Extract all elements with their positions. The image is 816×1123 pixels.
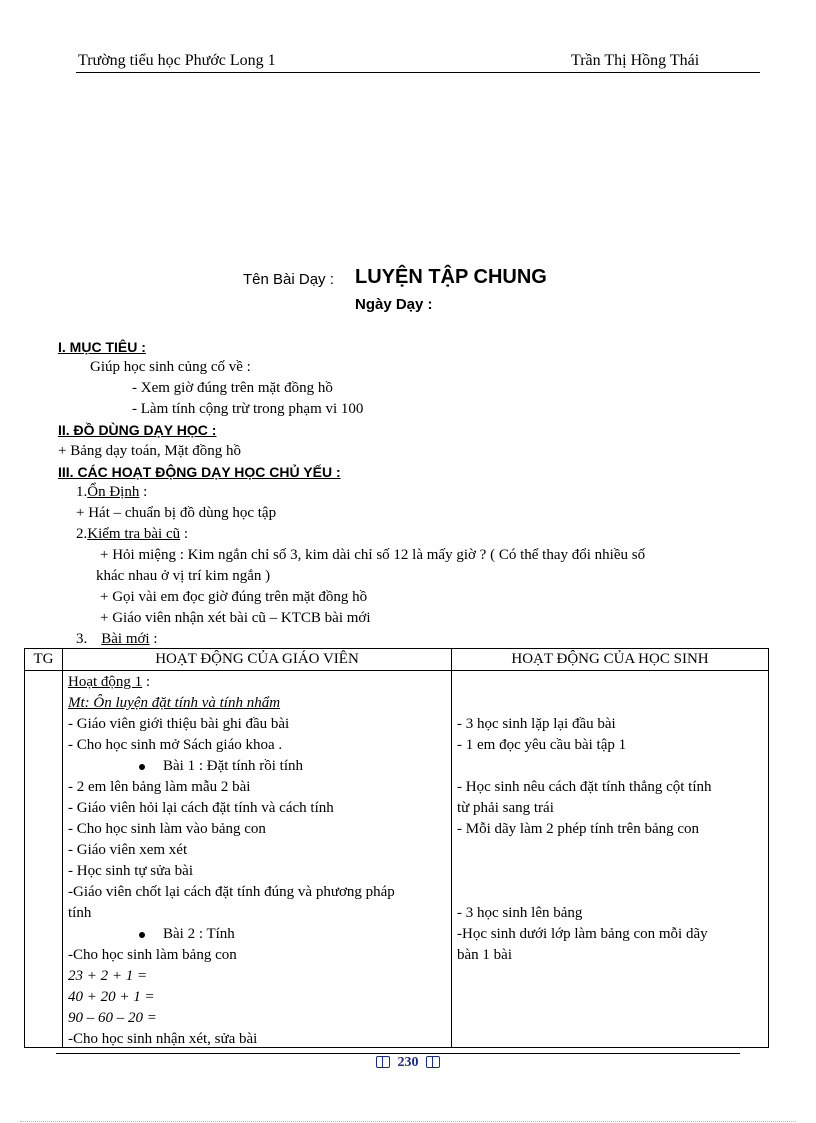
activity-title: Hoạt động 1 bbox=[68, 674, 143, 690]
teacher-step: - Cho học sinh mở Sách giáo khoa . bbox=[68, 737, 283, 753]
teacher-step: - Giáo viên hỏi lại cách đặt tính và cách tính bbox=[68, 800, 334, 816]
time-cell bbox=[25, 671, 63, 1048]
step-title: Ổn Định bbox=[87, 484, 140, 500]
teacher-step: -Giáo viên chốt lại cách đặt tính đúng và phương pháp bbox=[68, 884, 395, 900]
math-expression: 90 – 60 – 20 = bbox=[68, 1010, 157, 1026]
student-step: từ phải sang trái bbox=[457, 800, 554, 816]
student-step: - 3 học sinh lặp lại đầu bài bbox=[457, 716, 616, 732]
student-step: - Mỗi dãy làm 2 phép tính trên bảng con bbox=[457, 821, 700, 837]
step-number: 1. bbox=[76, 484, 88, 500]
header-teacher: Trần Thị Hồng Thái bbox=[571, 52, 700, 69]
teacher-step: -Cho học sinh làm bảng con bbox=[68, 947, 237, 963]
lesson-name: LUYỆN TẬP CHUNG bbox=[355, 266, 547, 288]
student-step: - 1 em đọc yêu cầu bài tập 1 bbox=[457, 737, 627, 753]
book-icon bbox=[376, 1056, 390, 1067]
step-title: Bài mới bbox=[101, 631, 150, 647]
book-icon bbox=[426, 1056, 440, 1067]
exercise-label: Bài 1 : Đặt tính rồi tính bbox=[163, 758, 303, 774]
section-materials-title: II. ĐỒ DÙNG DẠY HỌC : bbox=[58, 422, 217, 438]
math-expression: 23 + 2 + 1 = bbox=[68, 968, 148, 984]
math-expression: 40 + 20 + 1 = bbox=[68, 989, 155, 1005]
lesson-date-label: Ngày Dạy : bbox=[355, 296, 433, 313]
student-step: - Học sinh nêu cách đặt tính thẳng cột tính bbox=[457, 779, 712, 795]
review-line: + Hỏi miệng : Kim ngắn chỉ số 3, kim dài chỉ số 12 là mấy giờ ? ( Có thể thay đổi nhiều số bbox=[100, 547, 646, 563]
section-objectives-title: I. MỤC TIÊU : bbox=[58, 339, 146, 355]
section-activities-title: III. CÁC HOẠT ĐỘNG DẠY HỌC CHỦ YẾU : bbox=[58, 464, 341, 480]
header-time: TG bbox=[25, 649, 63, 671]
teacher-cell bbox=[63, 671, 452, 1048]
step-stabilize bbox=[76, 484, 147, 501]
footer-divider bbox=[56, 1053, 740, 1054]
student-step: bàn 1 bài bbox=[457, 947, 512, 963]
step-title: Kiểm tra bài cũ bbox=[87, 526, 181, 542]
exercise-1 bbox=[139, 758, 303, 775]
objective-item: - Xem giờ đúng trên mặt đồng hồ bbox=[132, 380, 333, 396]
activity-objective: Mt: Ôn luyện đặt tính và tính nhẩm bbox=[68, 695, 281, 711]
student-step: -Học sinh dưới lớp làm bảng con mỗi dãy bbox=[457, 926, 708, 942]
page-footer bbox=[0, 1055, 816, 1071]
teacher-step: - Cho học sinh làm vào bảng con bbox=[68, 821, 266, 837]
teacher-step: - Giáo viên xem xét bbox=[68, 842, 188, 858]
header-teacher-activity: HOẠT ĐỘNG CỦA GIÁO VIÊN bbox=[63, 649, 452, 671]
lesson-name-label: Tên Bài Dạy : bbox=[243, 271, 334, 288]
activity-heading bbox=[68, 674, 150, 691]
step-number: 3. bbox=[76, 631, 88, 647]
bullet-icon bbox=[139, 932, 145, 938]
review-line: + Gọi vài em đọc giờ đúng trên mặt đồng hồ bbox=[100, 589, 368, 605]
activity-table bbox=[24, 648, 769, 1048]
materials-text: + Bảng dạy toán, Mặt đồng hồ bbox=[58, 443, 242, 459]
step-review bbox=[76, 526, 188, 543]
review-line: + Giáo viên nhận xét bài cũ – KTCB bài mới bbox=[100, 610, 371, 626]
step-colon: : bbox=[149, 631, 158, 647]
teacher-step: -Cho học sinh nhận xét, sửa bài bbox=[68, 1031, 258, 1047]
review-line: khác nhau ở vị trí kim ngắn ) bbox=[96, 568, 271, 584]
teacher-step: - Học sinh tự sửa bài bbox=[68, 863, 193, 879]
step-number: 2. bbox=[76, 526, 88, 542]
exercise-2 bbox=[139, 926, 235, 943]
header-divider bbox=[76, 72, 760, 73]
page-number: 230 bbox=[397, 1055, 419, 1070]
page-bottom-edge bbox=[20, 1121, 796, 1122]
activity-colon: : bbox=[142, 674, 151, 690]
student-cell bbox=[452, 671, 769, 1048]
student-step: - 3 học sinh lên bảng bbox=[457, 905, 583, 921]
exercise-label: Bài 2 : Tính bbox=[163, 926, 235, 942]
teacher-step: tính bbox=[68, 905, 92, 921]
bullet-icon bbox=[139, 764, 145, 770]
table-header-row bbox=[25, 649, 769, 671]
header-student-activity: HOẠT ĐỘNG CỦA HỌC SINH bbox=[452, 649, 769, 671]
teacher-step: - Giáo viên giới thiệu bài ghi đầu bài bbox=[68, 716, 290, 732]
header-school: Trường tiểu học Phước Long 1 bbox=[78, 52, 276, 69]
step-colon: : bbox=[139, 484, 148, 500]
objectives-intro: Giúp học sinh củng cố về : bbox=[90, 359, 251, 375]
step-new-lesson bbox=[76, 631, 158, 648]
objective-item: - Làm tính cộng trừ trong phạm vi 100 bbox=[132, 401, 364, 417]
table-row bbox=[25, 671, 769, 1048]
step-colon: : bbox=[180, 526, 189, 542]
teacher-step: - 2 em lên bảng làm mẫu 2 bài bbox=[68, 779, 251, 795]
step-stabilize-text: + Hát – chuẩn bị đồ dùng học tập bbox=[76, 505, 277, 521]
